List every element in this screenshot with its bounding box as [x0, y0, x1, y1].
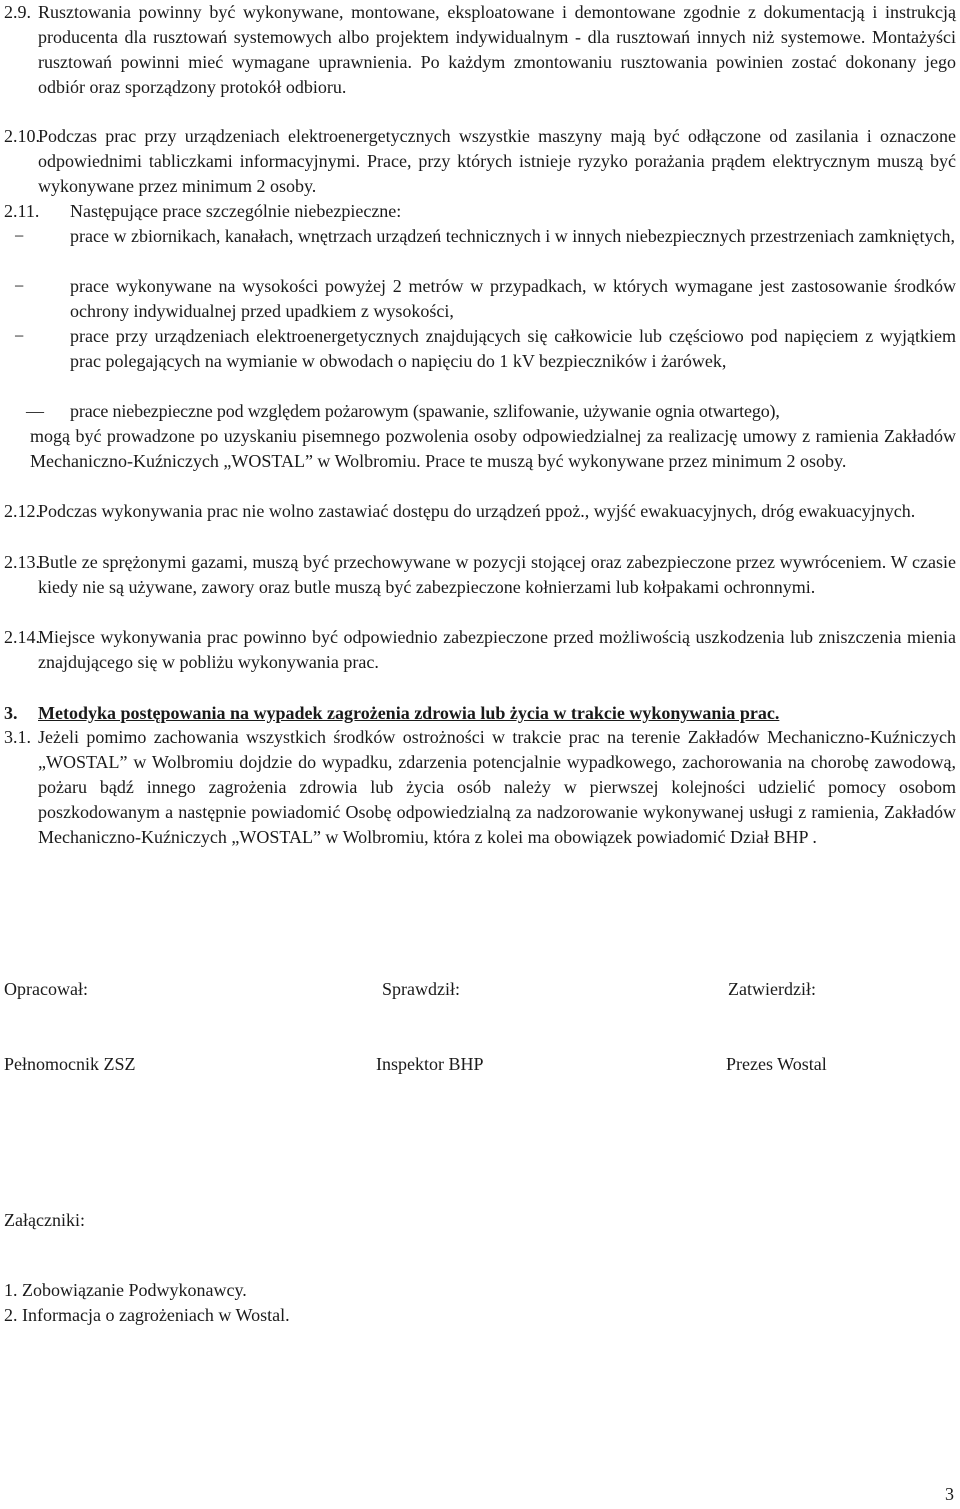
item-text: Podczas prac przy urządzeniach elektroenergetycznych wszystkie maszyny mają być odłączone od zasilania i oznaczone odpowiednimi tabliczkami informacyjnymi. Prace, przy których istnieje ryzyko porażania prądem elektrycznym muszą być wykonywane przez minimum 2 osoby.	[38, 126, 956, 196]
prepared-by: Pełnomocnik ZSZ	[4, 1054, 136, 1074]
item-number: 2.10.	[4, 126, 40, 146]
item-number: 2.11.	[4, 201, 40, 221]
item-2-11	[0, 199, 960, 224]
section-title: Metodyka postępowania na wypadek zagrożenia zdrowia lub życia w trakcie wykonywania prac.	[38, 703, 780, 723]
item-2-9	[0, 0, 960, 110]
item-number: 2.9.	[4, 2, 31, 22]
item-number: 3.1.	[4, 727, 31, 747]
list-item-text: prace w zbiornikach, kanałach, wnętrzach urządzeń technicznych i w innych niebezpiecznych przestrzeniach zamkniętych,	[70, 226, 956, 246]
checked-label: Sprawdził:	[382, 979, 460, 999]
list-item-text: prace wykonywane na wysokości powyżej 2 metrów w przypadkach, w których wymagane jest zastosowanie środków ochrony indywidualnej przed upadkiem z wysokości,	[70, 276, 956, 321]
approved-by: Prezes Wostal	[726, 1054, 827, 1074]
item-2-10	[0, 124, 960, 204]
item-number: 2.13.	[4, 552, 40, 572]
item-text: Butle ze sprężonymi gazami, muszą być przechowywane w pozycji stojącej oraz zabezpieczone przez wywróceniem. W czasie kiedy nie są używane, zawory oraz butle muszą być zabezpieczone kołnierzami lub kołpakami ochronnymi.	[38, 552, 956, 597]
approved-label: Zatwierdził:	[728, 979, 816, 999]
attachment-item: 2. Informacja o zagrożeniach w Wostal.	[4, 1305, 290, 1325]
list-item-text: prace niebezpieczne pod względem pożarowym (spawanie, szlifowanie, używanie ognia otwartego),	[70, 401, 780, 421]
dash-bullet: −	[14, 276, 25, 296]
list-item-text: prace przy urządzeniach elektroenergetycznych znajdujących się całkowicie lub częściowo pod napięciem z wyjątkiem prac polegających na wymianie w obwodach o napięciu do 1 kV bezpieczników i żarówek,	[70, 326, 956, 371]
item-text: Jeżeli pomimo zachowania wszystkich środków ostrożności w trakcie prac na terenie Zakładów Mechaniczno-Kuźniczych „WOSTAL” w Wolbromiu dojdzie do wypadku, zdarzenia potencjalnie wypadkowego, zachorowania na chorobę zawodową, pożaru bądź innego zagrożenia zdrowia lub życia osób należy w pierwszej kolejności udzielić pomocy osobom poszkodowanym a następnie powiadomić Osobę odpowiedzialną za nadzorowanie wykonywanej usługi z ramienia, Zakładów Mechaniczno-Kuźniczych „WOSTAL” w Wolbromiu, która z kolei ma obowiązek powiadomić Dział BHP .	[38, 727, 956, 847]
page-number: 3	[945, 1484, 954, 1504]
item-text: Następujące prace szczególnie niebezpieczne:	[70, 201, 402, 221]
attachment-item: 1. Zobowiązanie Podwykonawcy.	[4, 1280, 247, 1300]
dash-bullet: −	[14, 326, 25, 346]
item-number: 2.12.	[4, 501, 40, 521]
item-text: Rusztowania powinny być wykonywane, montowane, eksploatowane i demontowane zgodnie z dokumentacją i instrukcją producenta dla rusztowań systemowych albo projektem indywidualnym - dla rusztowań innych niż systemowe. Montażyści rusztowań powinni mieć wymagane uprawnienia. Po każdym zmontowaniu rusztowania powinien zostać dokonany jego odbiór oraz sporządzony protokół odbioru.	[38, 2, 956, 97]
prepared-label: Opracował:	[4, 979, 88, 999]
item-number: 2.14.	[4, 627, 40, 647]
item-text: Miejsce wykonywania prac powinno być odpowiednio zabezpieczone przed możliwością uszkodzenia lub zniszczenia mienia znajdującego się w pobliżu wykonywania prac.	[38, 627, 956, 672]
section-number: 3.	[4, 703, 18, 723]
dash-bullet: —	[26, 401, 44, 421]
dash-bullet: −	[14, 226, 25, 246]
attachments-label: Załączniki:	[4, 1210, 85, 1230]
checked-by: Inspektor BHP	[376, 1054, 484, 1074]
item-text: mogą być prowadzone po uzyskaniu pisemnego pozwolenia osoby odpowiedzialnej za realizację umowy z ramienia Zakładów Mechaniczno-Kuźniczych „WOSTAL” w Wolbromiu. Prace te muszą być wykonywane przez minimum 2 osoby.	[30, 426, 956, 471]
item-text: Podczas wykonywania prac nie wolno zastawiać dostępu do urządzeń ppoż., wyjść ewakuacyjnych, dróg ewakuacyjnych.	[38, 501, 916, 521]
